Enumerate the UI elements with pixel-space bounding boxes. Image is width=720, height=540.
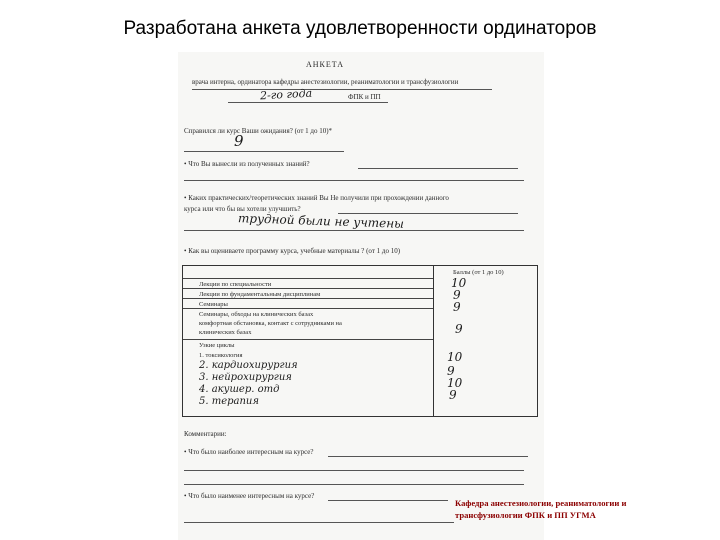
score-value: 9 xyxy=(449,388,457,402)
score-value: 9 xyxy=(453,288,461,302)
table-row: Лекции по фундаментальным дисциплинам xyxy=(199,291,321,298)
table-row: Узкие циклы xyxy=(199,342,235,349)
footer-line-2: трансфузиологии ФПК и ПП УГМА xyxy=(455,510,596,520)
score-value: 10 xyxy=(447,350,463,364)
score-value: 10 xyxy=(447,376,463,390)
form-heading: АНКЕТА xyxy=(306,60,345,69)
table-row: клинических базах xyxy=(199,329,252,336)
table-row: 4. акушер. отд xyxy=(199,384,280,395)
table-row: комфортная обстановка, контакт с сотрудниками на xyxy=(199,320,342,327)
intro-handwritten: 2-го года xyxy=(259,86,313,103)
table-row: 3. нейрохирургия xyxy=(199,372,292,383)
form-intro-line: врача интерна, ординатора кафедры анестезиологии, реаниматологии и трансфузиологии xyxy=(192,78,459,86)
table-row: 2. кардиохирургия xyxy=(199,360,298,371)
question-6: • Что было наименее интересным на курсе? xyxy=(184,492,315,500)
score-value: 9 xyxy=(447,364,455,378)
table-row: 1. токсикология xyxy=(199,352,243,359)
question-2: • Что Вы вынесли из полученных знаний? xyxy=(184,160,310,168)
table-row: Лекции по специальности xyxy=(199,281,272,288)
questionnaire-scan xyxy=(178,52,544,540)
q1-answer: 9 xyxy=(234,132,244,150)
question-3-line-1: • Каких практических/теоретических знаний Вы Не получили при прохождении данного xyxy=(184,194,449,202)
slide-title: Разработана анкета удовлетворенности ординаторов xyxy=(123,18,597,39)
rating-table xyxy=(182,265,538,417)
question-4: • Как вы оцениваете программу курса, учебные материалы ? (от 1 до 10) xyxy=(184,247,401,255)
intro-suffix: ФПК и ПП xyxy=(348,93,381,101)
table-header-score: Баллы (от 1 до 10) xyxy=(453,269,504,276)
footer-line-1: Кафедра анестезиологии, реаниматологии и xyxy=(455,498,627,508)
q3-answer: трудной были не учтены xyxy=(237,211,405,231)
table-row: Семинары xyxy=(199,301,228,308)
department-footer xyxy=(455,497,715,521)
comments-label: Комментарии: xyxy=(184,430,227,438)
score-value: 10 xyxy=(451,276,467,290)
question-3-line-2: курса или что бы вы хотели улучшить? xyxy=(184,205,301,213)
question-1: Справился ли курс Ваши ожидания? (от 1 до 10)* xyxy=(184,127,333,135)
score-value: 9 xyxy=(455,322,463,336)
score-value: 9 xyxy=(453,300,461,314)
table-row: 5. терапия xyxy=(199,396,259,407)
question-5: • Что было наиболее интересным на курсе? xyxy=(184,448,314,456)
table-row: Семинары, обходы на клинических базах xyxy=(199,311,314,318)
